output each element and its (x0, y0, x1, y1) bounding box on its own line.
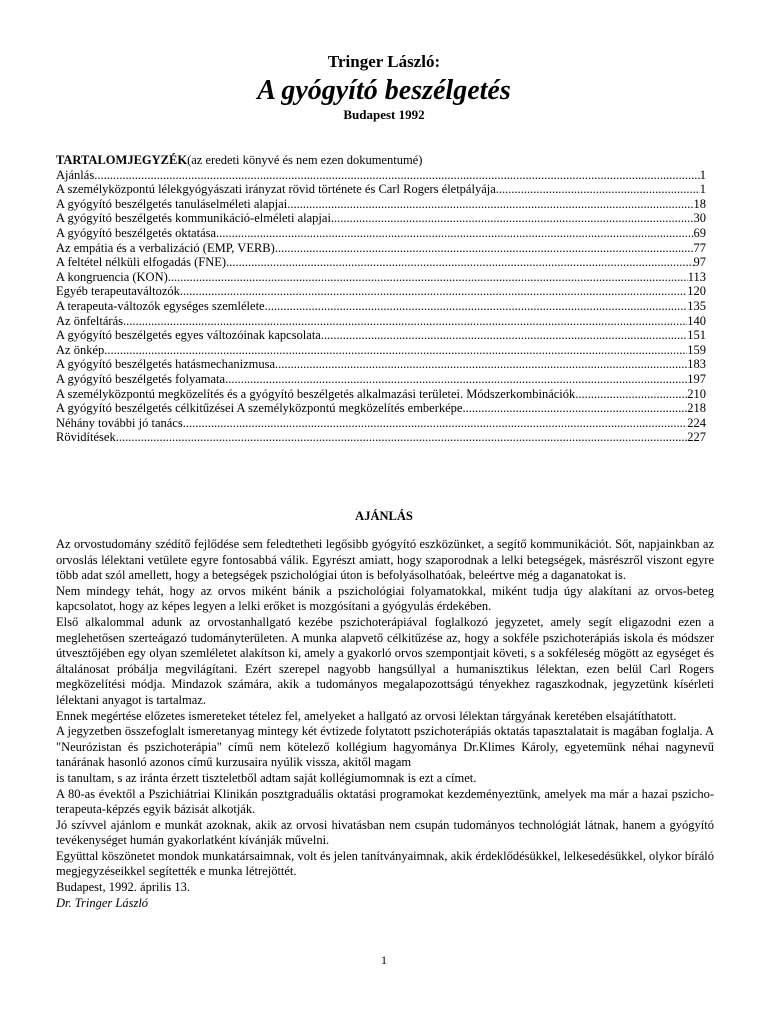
paragraphs (56, 537, 714, 896)
toc-entry-page: 1 (699, 182, 706, 197)
table-of-contents (56, 153, 706, 445)
section-body (56, 537, 714, 911)
toc-entry (56, 372, 706, 387)
toc-leader-dots (496, 182, 700, 197)
toc-entry-label: A terapeuta-változók egységes szemlélete (56, 298, 265, 313)
body-paragraph: Budapest, 1992. április 13. (56, 880, 191, 895)
toc-entry (56, 197, 706, 212)
toc-note: (az eredeti könyvé és nem ezen dokumentumé) (187, 153, 423, 167)
toc-leader-dots (168, 270, 688, 285)
toc-entry-label: A gyógyító beszélgetés folyamata (56, 371, 226, 386)
toc-leader-dots (123, 314, 687, 329)
toc-entry-page: 97 (693, 255, 706, 270)
toc-entry-page: 135 (687, 298, 706, 313)
toc-entry-page: 77 (693, 240, 706, 255)
body-paragraph: A jegyzetben összefoglalt ismeretanyag mintegy két évtizede folytatott pszichoterápiás oktatás tapasztalatait is magában foglalja. A "Neurózistan és pszichoterápia" című nem kötelező kollégium hagyománya Dr.Klimes Károly, egyetemünk néhai nagynevű tanárának hasonló azonos című kurzusaira nyúlik vissza, akitől magam (56, 724, 714, 770)
toc-leader-dots (575, 387, 687, 402)
toc-entry-label: A gyógyító beszélgetés kommunikáció-elméleti alapjai (56, 211, 331, 226)
toc-leader-dots (265, 299, 688, 314)
signature: Dr. Tringer László (56, 895, 149, 910)
toc-entry (56, 182, 706, 197)
body-paragraph: A 80-as évektől a Pszichiátriai Klinikán posztgraduális oktatási programokat kezdeményeztünk, amelyek ma már a hazai pszicho-terapeuta-képzés egyik bázisát alkotják. (56, 786, 714, 817)
toc-entries (56, 168, 706, 445)
toc-entry (56, 255, 706, 270)
toc-entry (56, 357, 706, 372)
toc-entry (56, 226, 706, 241)
toc-entry (56, 168, 706, 183)
toc-leader-dots (216, 226, 693, 241)
body-paragraph: Együttal köszönetet mondok munkatársaimnak, volt és jelen tanítványaimnak, akik érdeklődésükkel, lelkesedésükkel, olykor bíráló megjegyzéseikkel segítették e munka létrejöttét. (56, 848, 714, 879)
toc-leader-dots (94, 168, 700, 183)
body-paragraph: Ennek megértése előzetes ismereteket tételez fel, amelyeket a hallgató az orvosi lélektan tárgyának keretében elsajátíthatott. (56, 708, 677, 723)
toc-heading (56, 153, 706, 168)
toc-entry (56, 343, 706, 358)
toc-leader-dots (275, 241, 694, 256)
toc-entry (56, 328, 706, 343)
author-line: Tringer László: (327, 52, 441, 71)
toc-entry-label: A gyógyító beszélgetés tanuláselméleti alapjai (56, 196, 288, 211)
toc-entry-page: 151 (687, 328, 706, 343)
toc-entry-page: 210 (687, 386, 706, 401)
toc-leader-dots (183, 416, 688, 431)
toc-leader-dots (225, 372, 687, 387)
toc-entry-page: 218 (687, 401, 706, 416)
toc-entry-label: Néhány további jó tanács (56, 415, 183, 430)
toc-entry-page: 159 (687, 342, 706, 357)
toc-entry-label: Egyéb terapeutaváltozók (56, 284, 180, 299)
body-paragraph: Jó szívvel ajánlom e munkát azoknak, akik az orvosi hivatásban nem csupán tudományos technológiát látnak, hanem a gyógyító tevékenységet humán gyakorlatként kívánják művelni. (56, 817, 714, 848)
toc-entry-page: 1 (699, 167, 706, 182)
toc-entry-page: 113 (687, 269, 706, 284)
toc-leader-dots (116, 430, 688, 445)
toc-entry-page: 227 (687, 430, 706, 445)
toc-entry-page: 30 (693, 211, 706, 226)
toc-entry (56, 270, 706, 285)
toc-entry-label: A gyógyító beszélgetés oktatása (56, 225, 217, 240)
document-title: A gyógyító beszélgetés (257, 75, 511, 106)
toc-entry (56, 416, 706, 431)
body-paragraph: Nem mindegy tehát, hogy az orvos miként bánik a pszichológiai folyamatokkal, miként tudja úgy alakítani az orvos-beteg kapcsolatot, hogy az képes legyen a lelki erőket is mozgósítani a gyógyulás érdekében. (56, 583, 714, 614)
toc-entry (56, 299, 706, 314)
toc-entry-label: A feltétel nélküli elfogadás (FNE) (56, 255, 227, 270)
toc-entry (56, 430, 706, 445)
toc-entry-label: A személyközpontú megközelítés és a gyógyító beszélgetés alkalmazási területei. Módszerkombinációk (56, 386, 576, 401)
toc-leader-dots (104, 343, 687, 358)
toc-entry-label: Az önfeltárás (56, 313, 123, 328)
toc-leader-dots (275, 357, 687, 372)
body-paragraph: is tanultam, s az iránta érzett tiszteletből adtam saját kollégiumomnak is ezt a címet. (56, 770, 477, 785)
toc-entry-label: Az önkép (56, 342, 105, 357)
toc-entry-page: 69 (693, 225, 706, 240)
toc-entry-page: 120 (687, 284, 706, 299)
toc-entry-label: A kongruencia (KON) (56, 269, 168, 284)
toc-entry (56, 211, 706, 226)
toc-leader-dots (331, 211, 694, 226)
place-and-year: Budapest 1992 (343, 107, 425, 122)
body-paragraph: Első alkalommal adunk az orvostanhallgató kezébe pszichoterápiával foglalkozó jegyzetet, amely segít eligazodni ezen a meglehetősen szerteágazó tudományterületen. A munka alapvető célkitűzése az, hogy a sokféle pszichoterápiás iskola és módszer útvesztőjében egy olyan szemléletet alakítson ki, amely a gyakorló orvos szempontjait követi, s a sokféleség mögött az egységet és általánosat próbálja megvilágítani. Ezért szerepel nagyobb hangsúllyal a humanisztikus lélektan, ezen belül Carl Rogers megközelítési módja. Mindazok számára, akik a tudományos megalapozottságú tényekhez ragaszkodnak, jegyzetünk kísérleti lélektani anyagot is tartalmaz. (56, 614, 714, 707)
toc-entry (56, 387, 706, 402)
toc-entry-label: A személyközpontú lélekgyógyászati irányzat rövid története és Carl Rogers életpályája (56, 182, 496, 197)
toc-leader-dots (287, 197, 693, 212)
toc-entry-page: 197 (687, 371, 706, 386)
toc-entry-label: Ajánlás (56, 167, 95, 182)
toc-entry (56, 401, 706, 416)
toc-leader-dots (180, 284, 687, 299)
section-title: AJÁNLÁS (355, 509, 413, 523)
toc-entry (56, 314, 706, 329)
toc-entry-label: Az empátia és a verbalizáció (EMP, VERB) (56, 240, 275, 255)
toc-entry-page: 140 (687, 313, 706, 328)
page-number: 1 (381, 953, 387, 967)
toc-entry (56, 241, 706, 256)
toc-title: TARTALOMJEGYZÉK (56, 153, 188, 167)
toc-entry-label: A gyógyító beszélgetés célkitűzései A személyközpontú megközelítés emberképe (56, 401, 463, 416)
body-paragraph: Az orvostudomány szédítő fejlődése sem feledtetheti legősibb gyógyító eszközünket, a segítő kommunikációt. Sőt, napjainkban az orvoslás lélektani vetülete egyre fontosabbá válik. Egyrészt amiatt, hogy szaporodnak a lelki betegségek, másrészről viszont egyre több adat szól amellett, hogy a betegségek pszichológiai úton is befolyásolhatóak, beleértve még a daganatokat is. (56, 537, 714, 583)
toc-entry (56, 284, 706, 299)
toc-entry-page: 224 (687, 415, 706, 430)
toc-entry-label: A gyógyító beszélgetés egyes változóinak kapcsolata (56, 328, 321, 343)
toc-entry-page: 18 (693, 196, 706, 211)
toc-entry-page: 183 (687, 357, 706, 372)
toc-leader-dots (462, 401, 687, 416)
toc-entry-label: Rövidítések (56, 430, 116, 445)
toc-leader-dots (321, 328, 687, 343)
toc-leader-dots (226, 255, 693, 270)
toc-entry-label: A gyógyító beszélgetés hatásmechanizmusa (56, 357, 276, 372)
